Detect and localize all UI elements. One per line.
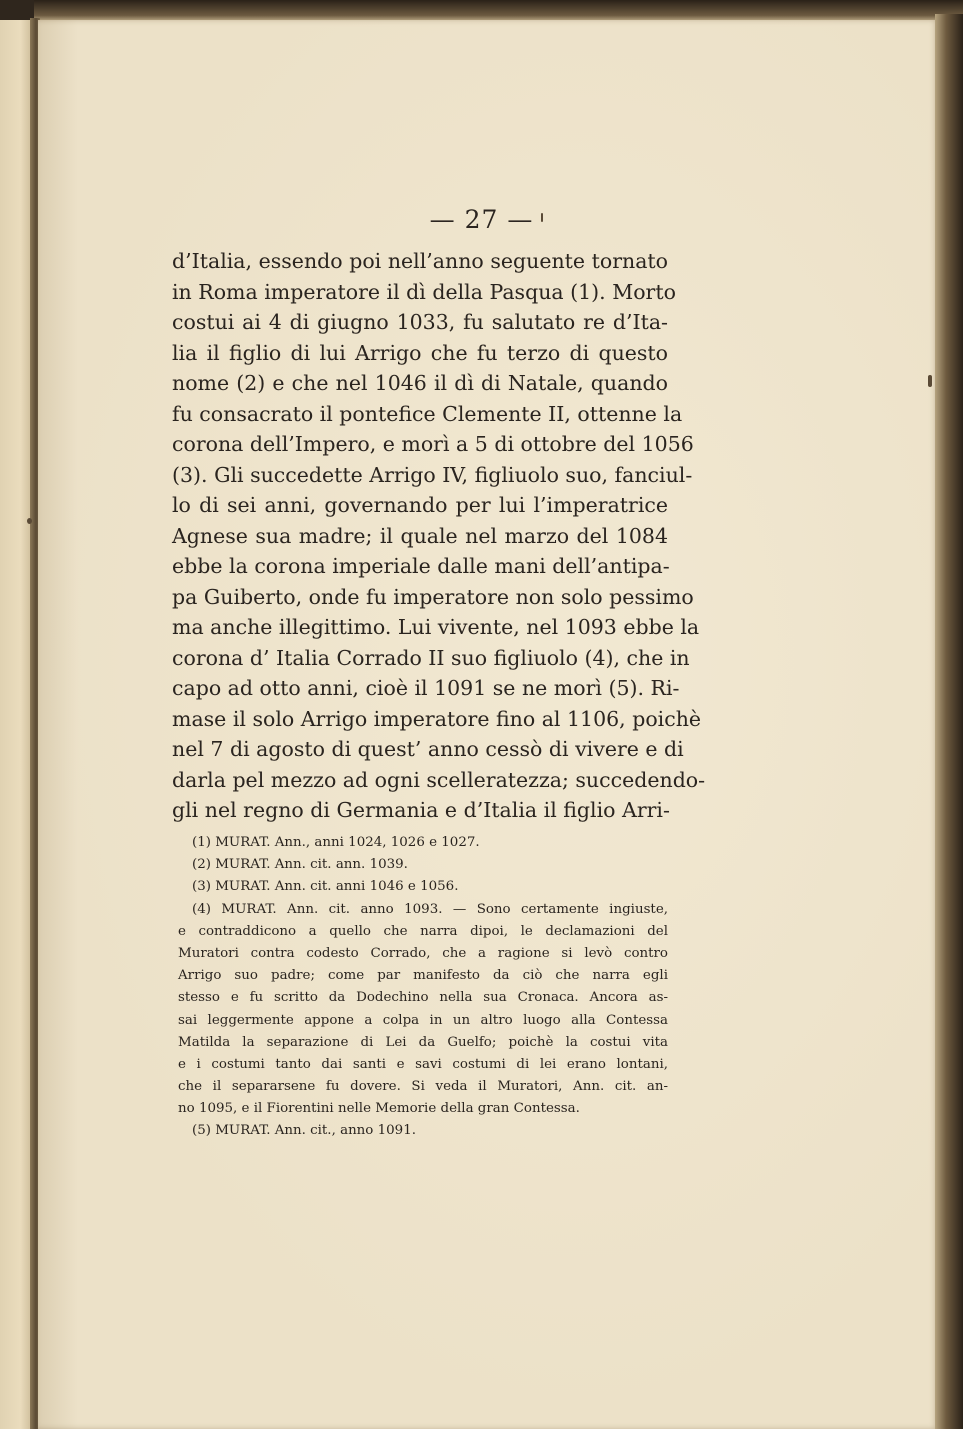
body-line: lia il figlio di lui Arrigo che fu terzo di questo [172,340,668,365]
body-line: in Roma imperatore il dì della Pasqua (1). Morto [172,279,676,304]
body-line: pa Guiberto, onde fu imperatore non solo pessimo [172,584,694,609]
body-line: ma anche illegittimo. Lui vivente, nel 1093 ebbe la [172,615,700,639]
footnote-line: Muratori contra codesto Corrado, che a ragione si levò contro [178,945,668,961]
footnote-line: (3) MURAT. Ann. cit. anni 1046 e 1056. [192,879,459,895]
body-line: corona dell’Impero, e morì a 5 di ottobre del 1056 [172,432,694,456]
paper-speck [928,375,932,387]
page-number: — 27 — [429,205,534,234]
body-line: lo di sei anni, governando per lui l’imperatrice [172,493,668,517]
body-line: nel 7 di agosto di quest’ anno cessò di vivere e di [172,737,684,761]
body-line: capo ad otto anni, cioè il 1091 se ne morì (5). Ri- [172,676,680,700]
body-line: corona d’ Italia Corrado II suo figliuolo (4), che in [172,645,690,670]
body-line: ebbe la corona imperiale dalle mani dell’antipa- [172,554,670,578]
footnote-line: e i costumi tanto dai santi e savi costumi di lei erano lontani, [178,1056,668,1072]
body-line: d’Italia, essendo poi nell’anno seguente tornato [172,249,668,273]
footnote-line: Matilda la separazione di Lei da Guelfo; poichè la costui vita [178,1034,668,1050]
footnote-line: Arrigo suo padre; come par manifesto da ciò che narra egli [178,968,668,984]
body-line: mase il solo Arrigo imperatore fino al 1106, poichè [172,706,702,731]
body-line: costui ai 4 di giugno 1033, fu salutato re d’Ita- [172,310,668,334]
body-line: fu consacrato il pontefice Clemente II, ottenne la [172,401,683,426]
footnote-line: (2) MURAT. Ann. cit. ann. 1039. [192,857,408,873]
footnotes [178,832,668,1143]
footnote-line: (1) MURAT. Ann., anni 1024, 1026 e 1027. [192,835,480,850]
body-line: Agnese sua madre; il quale nel marzo del 1084 [172,523,668,548]
book-top-edge [34,0,963,22]
footnote-line: che il separarsene fu dovere. Si veda il Muratori, Ann. cit. an- [178,1079,668,1095]
footnote-line: (4) MURAT. Ann. cit. anno 1093. — Sono certamente ingiuste, [192,901,668,917]
paper-speck [27,518,32,524]
footnote-line: stesso e fu scritto da Dodechino nella sua Cronaca. Ancora as- [178,990,668,1006]
footnote-line: e contraddicono a quello che narra dipoi, le declamazioni del [178,923,668,939]
body-line: gli nel regno di Germania e d’Italia il figlio Arri- [172,798,670,822]
footnote-line: (5) MURAT. Ann. cit., anno 1091. [192,1123,416,1139]
body-line: darla pel mezzo ad ogni scelleratezza; succedendo- [172,767,706,792]
footnote-line: sai leggermente appone a colpa in un altro luogo alla Contessa [178,1012,668,1028]
footnote-line: no 1095, e il Fiorentini nelle Memorie della gran Contessa. [178,1101,580,1117]
body-line: nome (2) e che nel 1046 il dì di Natale, quando [172,371,668,395]
body-text [172,246,706,826]
body-line: (3). Gli succedette Arrigo IV, figliuolo suo, fanciul- [172,462,693,487]
